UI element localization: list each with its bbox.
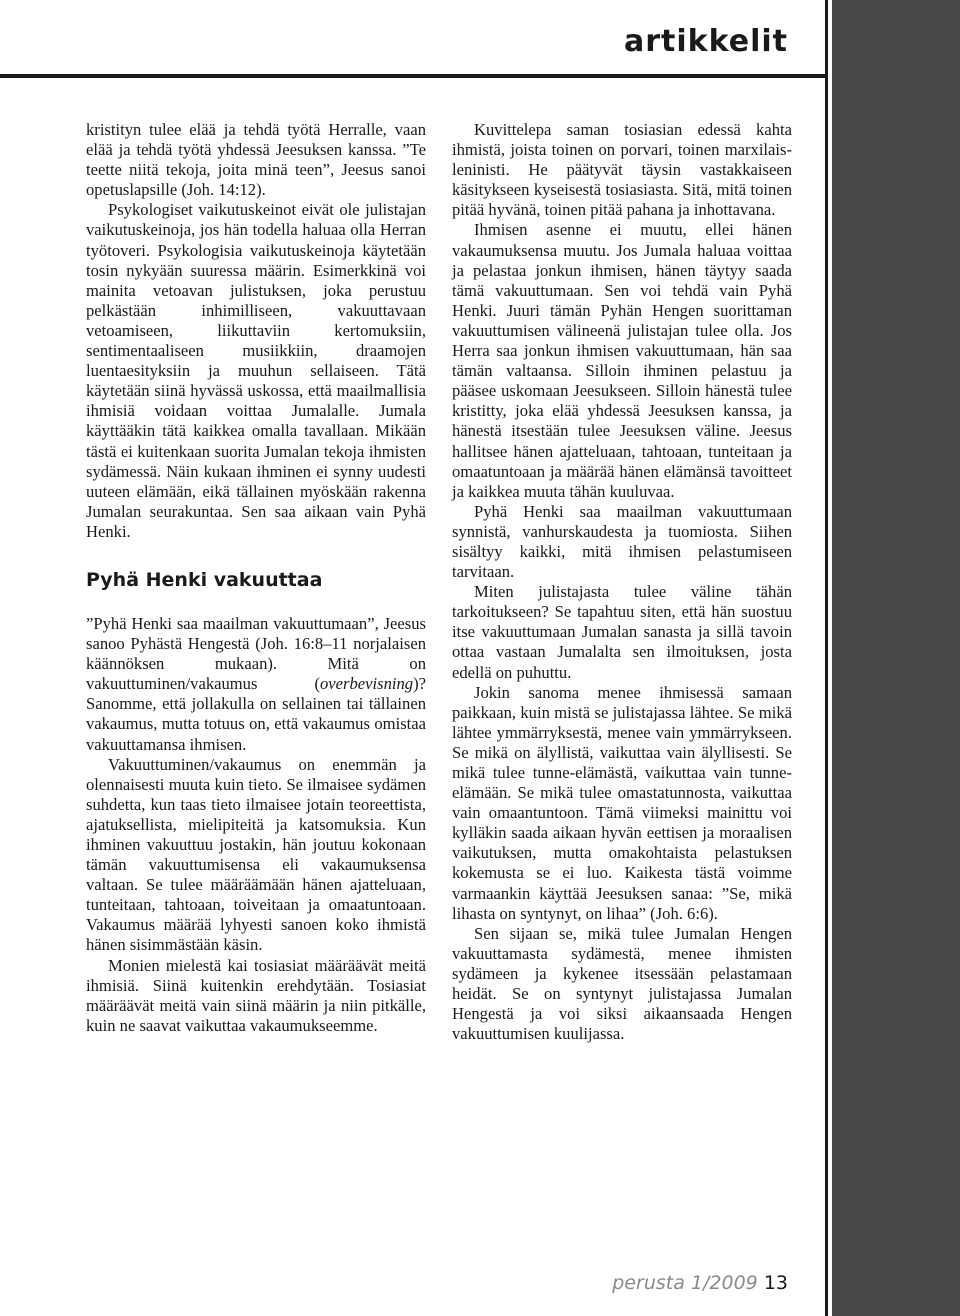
page-footer	[612, 1272, 788, 1294]
paragraph	[86, 614, 426, 755]
paragraph: kristityn tulee elää ja tehdä työtä Herralle, vaan elää ja tehdä työtä yhdessä Jeesuksen kanssa. ”Te teette niitä tekoja, joita minä teen”, Jeesus sanoi opetuslapsille (Joh. 14:12).	[86, 120, 426, 200]
paragraph: Ihmisen asenne ei muutu, ellei hänen vakaumuksensa muutu. Jos Jumala haluaa voittaa ja pelastaa jonkun ihmisen, hänen täytyy saada tämä vakuuttumaan. Sen voi tehdä vain Pyhä Henki. Juuri tämän Pyhän Hengen suorittaman vakuuttumisen välineenä julistajan tulee olla. Jos Herra saa jonkun ihmisen vakuuttumaan, hän saa tämän valtaansa. Silloin ihminen pelastuu ja pääsee uskomaan Jeesukseen. Silloin hänestä tulee kristitty, joka elää yhdessä Jeesuksen kanssa, ja hänestä itsestään tulee Jeesuksen väline. Jeesus hallitsee hänen ajatteluaan, tahtoaan, tunteitaan ja omaatuntoaan ja määrää hänen elämänsä tavoitteet ja kaikkea muuta tähän kuuluvaa.	[452, 220, 792, 501]
paragraph: Jokin sanoma menee ihmisessä samaan paikkaan, kuin mistä se julistajassa lähtee. Se mikä lähtee ymmärryksestä, menee vain ymmärrykseen. Se mikä on älyllistä, vaikuttaa vain älyllisesti. Se mikä tulee tunne-elämästä, vaikuttaa vain tunne-elämään. Se mikä tulee omastatunnosta, vaikuttaa vain omaantuntoon. Tämä viimeksi mainittu voi kylläkin saada aikaan hyvän eettisen ja moraalisen vaikutuksen, mutta omakohtaista pelastuksen kokemusta se ei luo. Kaikesta tästä voimme varmaankin käyttää Jeesuksen sanaa: ”Se, mikä lihasta on syntynyt, on lihaa” (Joh. 6:6).	[452, 682, 792, 923]
paragraph: Pyhä Henki saa maailman vakuuttumaan synnistä, vanhurskaudesta ja tuomiosta. Siihen sisältyy kaikki, mitä ihmisen pelastumiseen tarvitaan.	[452, 501, 792, 582]
paragraph: Kuvittelepa saman tosiasian edessä kahta ihmistä, joista toinen on porvari, toinen marxilais-leninisti. He päätyvät täysin vastakkaiseen käsitykseen kyseisestä tosiasiasta. Sitä, mitä toinen pitää hyvänä, toinen pitää pahana ja inhottavana.	[452, 120, 792, 220]
section-label: artikkelit	[623, 24, 788, 59]
header-rule	[0, 74, 828, 78]
paragraph: Psykologiset vaikutuskeinot eivät ole julistajan vaikutuskeinoja, jos hän todella haluaa olla Herran työtoveri. Psykologisia vaikutuskeinoja käytetään tosin nykyään suuressa määrin. Esimerkkinä voi mainita vetoavan julistuksen, joka perustuu pelkästään inhimilliseen, vakuuttavaan vetoamiseen, liikuttaviin kertomuksiin, sentimentaaliseen musiikkiin, draamojen luentaesityksiin ja muuhun sellaiseen. Tätä käytetään siinä hyvässä uskossa, että maailmallisia ihmisiä voidaan voittaa Jumalalle. Jumala käyttääkin tätä kaikkea omalla tavallaan. Mikään tästä ei kuitenkaan suorita Jumalan tekoja ihmisten sydämessä. Näin kukaan ihminen ei synny uudesti uuteen elämään, eikä tällainen myöskään rakenna Jumalan seurakuntaa. Sen saa aikaan vain Pyhä Henki.	[86, 200, 426, 541]
left-column	[86, 120, 426, 1036]
paragraph: Vakuuttuminen/vakaumus on enemmän ja olennaisesti muuta kuin tieto. Se ilmaisee sydämen suhdetta, kun taas tieto ilmaisee jotain teoreettista, ajatuksellista, mielipiteitä ja katsomuksia. Kun ihminen vakuuttuu jostakin, hän joutuu kokonaan tämän vakuuttumisensa eli vakaumuksensa valtaan. Se tulee määräämään hänen ajatteluaan, tunteitaan, tahtoaan, toiveitaan ja omaatuntoaan. Vakaumus määrää lyhyesti sanoen koko ihmistä hänen sisimmästään käsin.	[86, 754, 426, 955]
paragraph-text: )? Sanomme, että jollakulla on sellainen tai tällainen vakaumus, mutta totuus on, että vakaumus omistaa vakuuttamansa ihmisen.	[86, 674, 426, 754]
italic-term: overbevisning	[320, 674, 414, 694]
section-heading: Pyhä Henki vakuuttaa	[86, 568, 323, 591]
paragraph: Miten julistajasta tulee väline tähän tarkoitukseen? Se tapahtuu siten, että hän suostuu itse vakuuttumaan Jumalan sanasta ja sillä tavoin ottaa vastaan Jumalalta sen ilmoituksen, josta edellä on puhuttu.	[452, 582, 792, 682]
publication-name: perusta 1/2009	[612, 1272, 758, 1294]
paragraph-text: ”Pyhä Henki saa maailman vakuuttumaan”, Jeesus sanoo Pyhästä Hengestä (Joh. 16:8–11 norjalaisen käännöksen mukaan). Mitä on vakuuttuminen/vakaumus (	[86, 613, 426, 694]
page-number: 13	[763, 1272, 788, 1294]
page-edge-line	[825, 0, 828, 1316]
paragraph: Monien mielestä kai tosiasiat määräävät meitä ihmisiä. Siinä kuitenkin erehdytään. Tosiasiat määräävät meitä vain siinä määrin ja niin pitkälle, kuin ne saavat vaikuttaa vakaumukseemme.	[86, 955, 426, 1035]
page-edge-band	[832, 0, 960, 1316]
paragraph: Sen sijaan se, mikä tulee Jumalan Hengen vakuuttamasta sydämestä, menee ihmisten sydämeen ja kykenee itsessään pelastamaan heidät. Se on syntynyt julistajassa Jumalan Hengestä ja voi siksi aikaansaada Hengen vakuuttumisen kuulijassa.	[452, 923, 792, 1044]
right-column	[452, 120, 792, 1044]
